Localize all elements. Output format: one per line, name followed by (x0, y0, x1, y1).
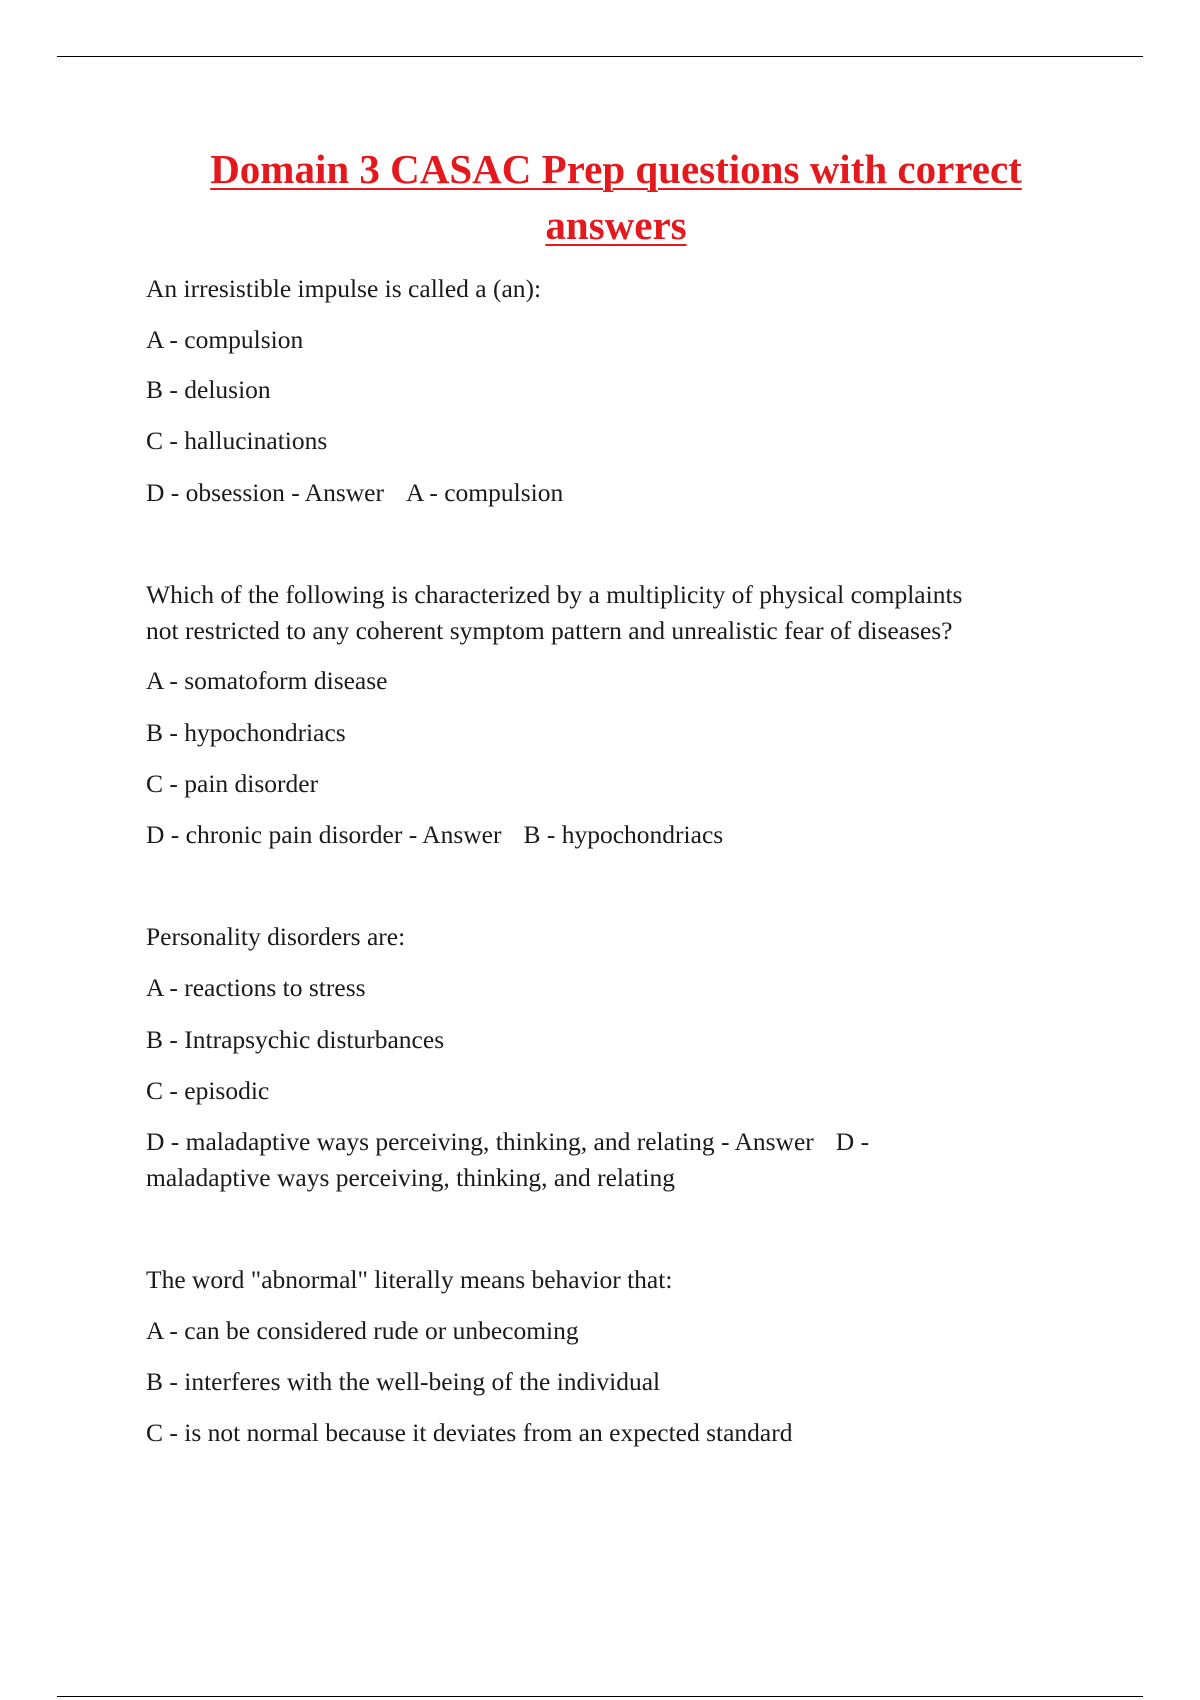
question-4-option-c: C - is not normal because it deviates from an expected standard (146, 1418, 793, 1447)
question-3-option-d-text: D - maladaptive ways perceiving, thinking, and relating - Answer (146, 1127, 814, 1156)
question-2-option-d (146, 817, 723, 853)
question-4-option-a: A - can be considered rude or unbecoming (146, 1316, 579, 1345)
question-1-answer: A - compulsion (405, 478, 564, 507)
title-line-2: answers (545, 202, 687, 248)
question-2-text-line-1: Which of the following is characterized by a multiplicity of physical complaints (146, 580, 963, 609)
question-3-answer-line-2: maladaptive ways perceiving, thinking, and relating (146, 1163, 675, 1192)
document-title (120, 141, 1112, 253)
question-1-option-d (146, 475, 563, 511)
question-2-option-d-text: D - chronic pain disorder - Answer (146, 820, 502, 849)
question-3-option-d (146, 1124, 869, 1160)
question-3-option-a: A - reactions to stress (146, 973, 366, 1002)
question-2-text-line-2: not restricted to any coherent symptom pattern and unrealistic fear of diseases? (146, 616, 953, 645)
footer-rule (57, 1696, 1143, 1697)
question-2-answer: B - hypochondriacs (523, 820, 724, 849)
question-4-option-b: B - interferes with the well-being of the individual (146, 1367, 661, 1396)
question-3-text: Personality disorders are: (146, 922, 406, 951)
question-3-answer-line-1: D - (835, 1127, 870, 1156)
question-1-option-b: B - delusion (146, 375, 271, 404)
question-2-option-c: C - pain disorder (146, 769, 319, 798)
question-3-option-b: B - Intrapsychic disturbances (146, 1025, 445, 1054)
question-2-option-b: B - hypochondriacs (146, 718, 346, 747)
question-4-text: The word "abnormal" literally means behavior that: (146, 1265, 673, 1294)
title-line-1: Domain 3 CASAC Prep questions with correct (210, 146, 1022, 192)
question-3-option-c: C - episodic (146, 1076, 270, 1105)
question-2-option-a: A - somatoform disease (146, 666, 388, 695)
question-1-text: An irresistible impulse is called a (an): (146, 274, 542, 303)
header-rule (57, 56, 1143, 57)
question-1-option-a: A - compulsion (146, 325, 304, 354)
question-1-option-c: C - hallucinations (146, 426, 328, 455)
question-1-option-d-text: D - obsession - Answer (146, 478, 384, 507)
